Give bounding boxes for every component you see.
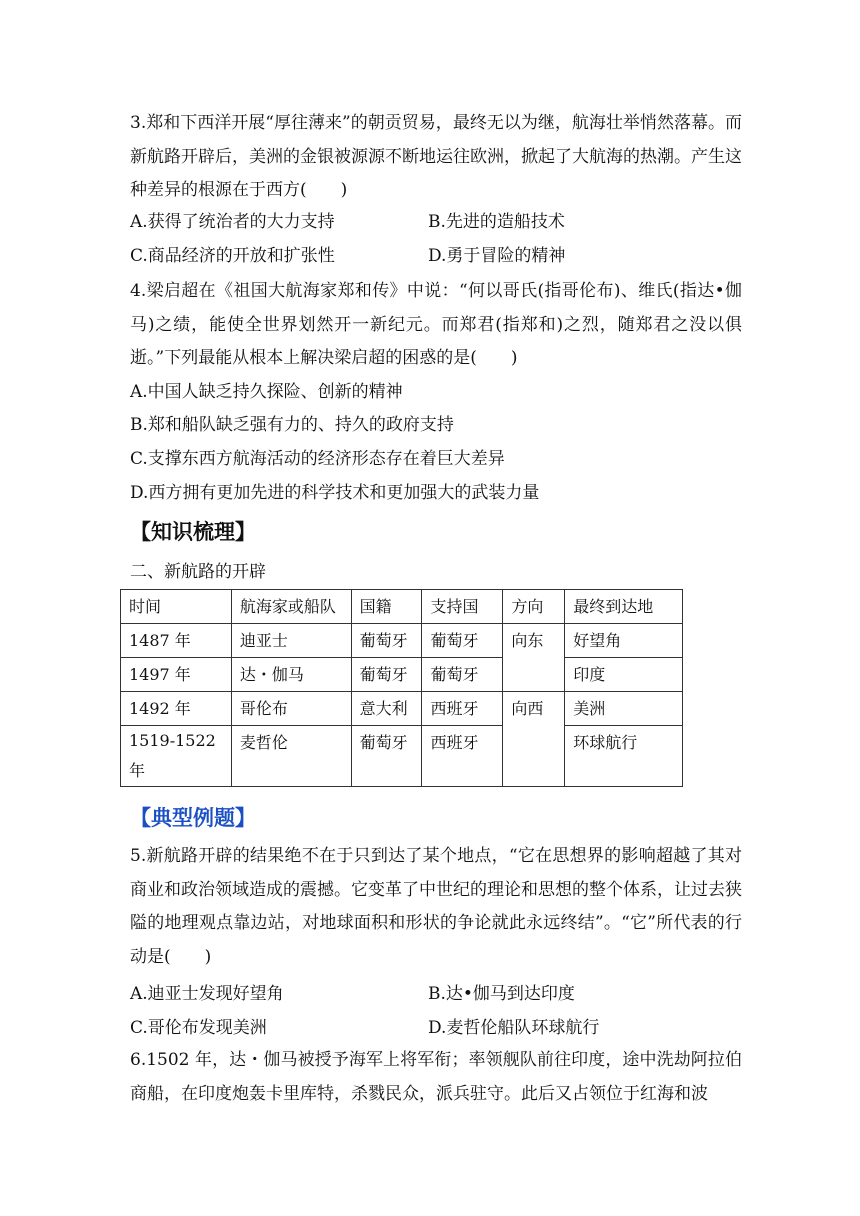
table-header-cell: 支持国	[422, 590, 503, 624]
question-4-option-c: C.支撑东西方航海活动的经济形态存在着巨大差异	[130, 449, 505, 469]
table-header-cell: 时间	[121, 590, 232, 624]
section-title: 二、新航路的开辟	[130, 562, 266, 582]
question-5-option-a: A.迪亚士发现好望角	[130, 984, 284, 1004]
table-cell-direction-west: 向西	[503, 692, 565, 787]
question-5-option-b: B.达•伽马到达印度	[428, 984, 575, 1004]
table-cell-sponsor: 葡萄牙	[422, 658, 503, 692]
question-4-option-b: B.郑和船队缺乏强有力的、持久的政府支持	[130, 415, 454, 435]
table-cell-nationality: 葡萄牙	[351, 726, 422, 787]
table-cell-sponsor: 西班牙	[422, 726, 503, 787]
table-cell-navigator: 迪亚士	[231, 624, 351, 658]
table-header-cell: 最终到达地	[565, 590, 683, 624]
question-3-option-b: B.先进的造船技术	[428, 212, 565, 232]
question-3-stem: 3.郑和下西洋开展“厚往薄来”的朝贡贸易，最终无以为继，航海壮举悄然落幕。而新航路开辟后，美洲的金银被源源不断地运往欧洲，掀起了大航海的热潮。产生这种差异的根源在于西方( )	[130, 113, 742, 200]
table-cell-nationality: 葡萄牙	[351, 658, 422, 692]
question-6-stem: 6.1502 年，达・伽马被授予海军上将军衔；率领舰队前往印度，途中洗劫阿拉伯商船，在印度炮轰卡里库特，杀戮民众，派兵驻守。此后又占领位于红海和波	[130, 1050, 742, 1104]
table-cell-nationality: 葡萄牙	[351, 624, 422, 658]
table-row	[121, 692, 683, 726]
question-3-option-d: D.勇于冒险的精神	[428, 246, 566, 266]
table-cell-destination: 环球航行	[565, 726, 683, 787]
knowledge-heading: 【知识梳理】	[130, 520, 256, 544]
table-cell-time: 1487 年	[121, 624, 232, 658]
table-header-cell: 方向	[503, 590, 565, 624]
table-cell-navigator: 麦哲伦	[231, 726, 351, 787]
question-5-option-c: C.哥伦布发现美洲	[130, 1018, 267, 1038]
question-4-option-d: D.西方拥有更加先进的科学技术和更加强大的武装力量	[130, 483, 540, 503]
question-3-option-a: A.获得了统治者的大力支持	[130, 212, 335, 232]
question-3-option-c: C.商品经济的开放和扩张性	[130, 246, 335, 266]
question-5-option-d: D.麦哲伦船队环球航行	[428, 1018, 600, 1038]
table-header-row	[121, 590, 683, 624]
table-cell-time: 1492 年	[121, 692, 232, 726]
table-row	[121, 658, 683, 692]
table-cell-sponsor: 葡萄牙	[422, 624, 503, 658]
table-cell-destination: 印度	[565, 658, 683, 692]
table-cell-time: 1497 年	[121, 658, 232, 692]
table-cell-navigator: 达・伽马	[231, 658, 351, 692]
navigation-routes-table	[120, 589, 683, 787]
table-cell-sponsor: 西班牙	[422, 692, 503, 726]
table-header-cell: 国籍	[351, 590, 422, 624]
table-cell-destination: 美洲	[565, 692, 683, 726]
example-heading: 【典型例题】	[130, 806, 256, 830]
table-cell-destination: 好望角	[565, 624, 683, 658]
table-cell-nationality: 意大利	[351, 692, 422, 726]
table-row	[121, 624, 683, 658]
question-4-option-a: A.中国人缺乏持久探险、创新的精神	[130, 382, 403, 402]
table-row	[121, 726, 683, 787]
table-cell-time: 1519-1522 年	[121, 726, 232, 787]
table-cell-navigator: 哥伦布	[231, 692, 351, 726]
question-5-stem: 5.新航路开辟的结果绝不在于只到达了某个地点，“它在思想界的影响超越了其对商业和政治领域造成的震撼。它变革了中世纪的理论和思想的整个体系，让过去狭隘的地理观点靠边站，对地球面积和形状的争论就此永远终结”。“它”所代表的行动是( )	[130, 846, 742, 967]
table-header-cell: 航海家或船队	[231, 590, 351, 624]
table-cell-direction-east: 向东	[503, 624, 565, 692]
question-4-stem: 4.梁启超在《祖国大航海家郑和传》中说：“何以哥氏(指哥伦布)、维氏(指达•伽马)之绩，能使全世界划然开一新纪元。而郑君(指郑和)之烈，随郑君之没以俱逝。”下列最能从根本上解决梁启超的困惑的是( )	[130, 281, 742, 368]
